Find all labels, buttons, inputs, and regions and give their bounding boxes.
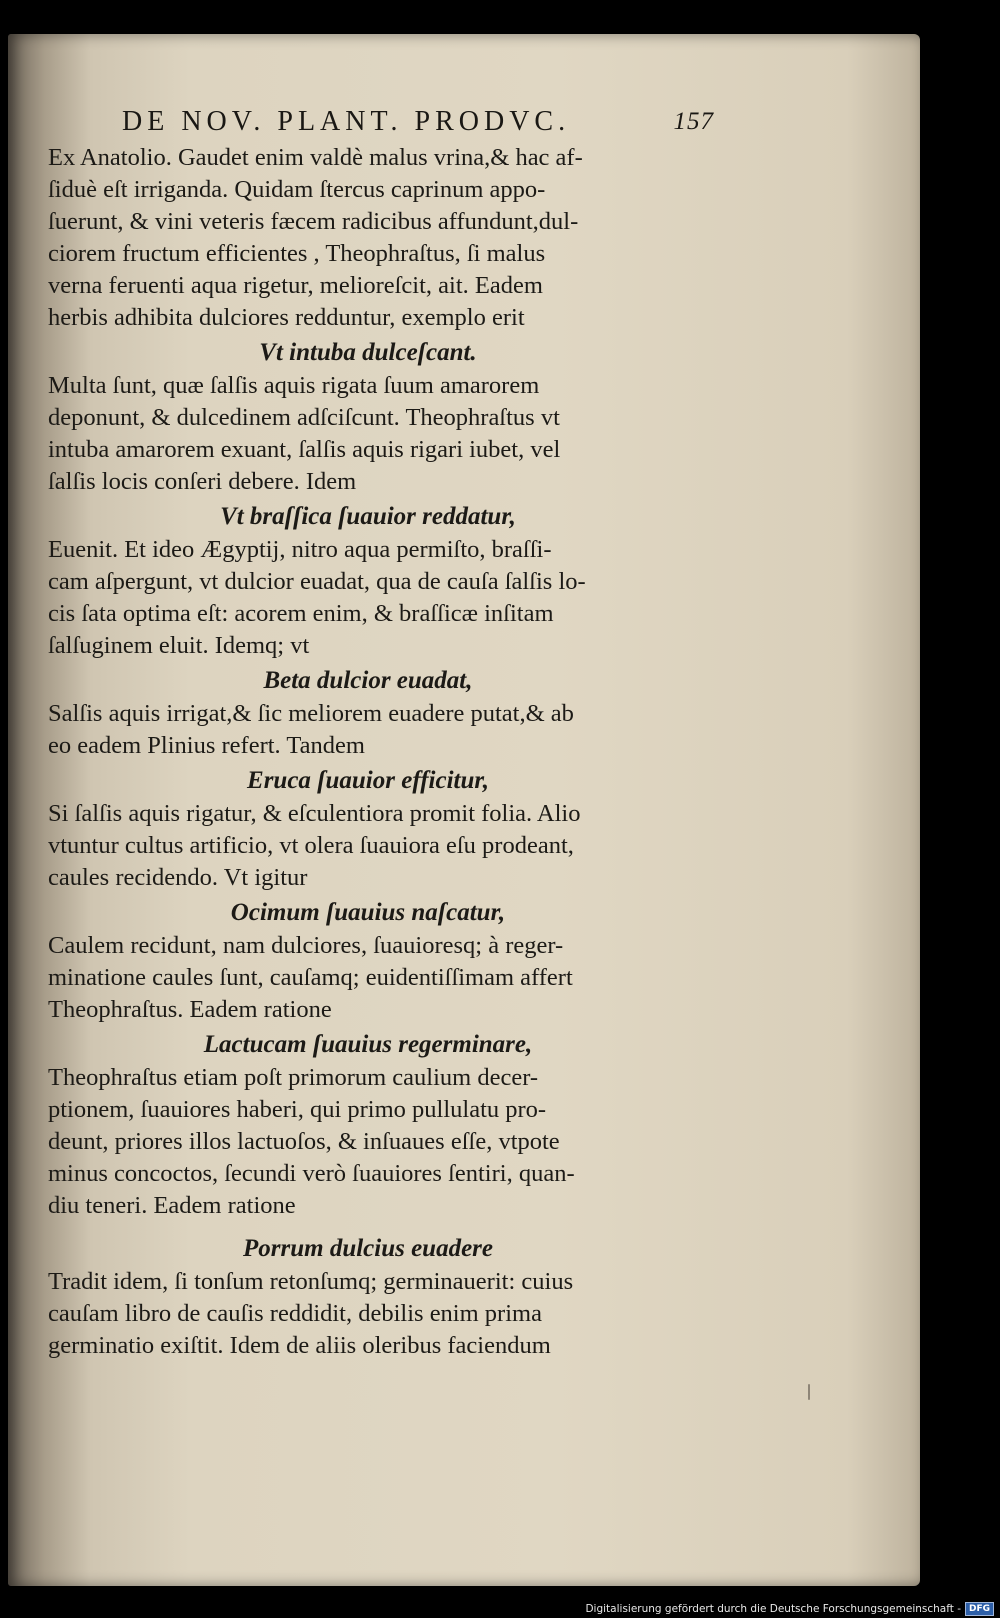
credit-text: Digitalisierung gefördert durch die Deutsche Forschungsgemeinschaft - bbox=[585, 1603, 961, 1615]
text-line: ſalſis locis conſeri debere. Idem bbox=[48, 468, 357, 495]
section-heading: Porrum dulcius euadere bbox=[242, 1235, 494, 1262]
text-line: ciorem fructum efficientes , Theophraſtus, ſi malus bbox=[48, 240, 546, 267]
text-line: Tradit idem, ſi tonſum retonſumq; germinauerit: cuius bbox=[48, 1268, 574, 1295]
text-line: Multa ſunt, quæ ſalſis aquis rigata ſuum amarorem bbox=[48, 372, 540, 399]
text-line: herbis adhibita dulciores redduntur, exemplo erit bbox=[48, 304, 525, 331]
text-line: intuba amarorem exuant, ſalſis aquis rigari iubet, vel bbox=[48, 436, 561, 463]
paragraph bbox=[48, 1266, 688, 1362]
text-line: cis ſata optima eſt: acorem enim, & braſſicæ inſitam bbox=[48, 600, 554, 627]
section-heading: Eruca ſuauior efficitur, bbox=[247, 767, 489, 794]
paragraph bbox=[48, 798, 688, 894]
text-line: Salſis aquis irrigat,& ſic meliorem euadere putat,& ab bbox=[48, 700, 574, 727]
section-heading: Lactucam ſuauius regerminare, bbox=[203, 1031, 533, 1058]
running-head bbox=[48, 102, 714, 142]
section-heading: Vt intuba dulceſcant. bbox=[259, 339, 477, 366]
digitization-credit bbox=[585, 1602, 994, 1616]
text-line: ſiduè eſt irriganda. Quidam ſtercus caprinum appo- bbox=[48, 176, 546, 203]
paragraph bbox=[48, 1062, 688, 1222]
text-line: Theophraſtus etiam poſt primorum caulium decer- bbox=[48, 1064, 539, 1091]
text-line: vtuntur cultus artificio, vt olera ſuauiora eſu prodeant, bbox=[48, 832, 574, 859]
paragraph bbox=[48, 698, 688, 762]
text-line: Si ſalſis aquis rigatur, & eſculentiora promit folia. Alio bbox=[48, 800, 581, 827]
page-number: 157 bbox=[673, 108, 714, 135]
text-line: cam aſpergunt, vt dulcior euadat, qua de cauſa ſalſis lo- bbox=[48, 568, 586, 595]
text-line: verna feruenti aqua rigetur, melioreſcit, ait. Eadem bbox=[48, 272, 543, 299]
text-line: deunt, priores illos lactuoſos, & inſuaues eſſe, vtpote bbox=[48, 1128, 560, 1155]
running-head-title: DE NOV. PLANT. PRODVC. bbox=[122, 106, 571, 137]
text-line: Euenit. Et ideo Ægyptij, nitro aqua permiſto, braſſi- bbox=[48, 536, 552, 563]
page-content bbox=[48, 102, 714, 1362]
text-line: germinatio exiſtit. Idem de aliis oleribus faciendum bbox=[48, 1332, 551, 1359]
text-line: deponunt, & dulcedinem adſciſcunt. Theophraſtus vt bbox=[48, 404, 560, 431]
paragraph bbox=[48, 370, 688, 498]
paper-mark bbox=[808, 1384, 810, 1400]
book-page bbox=[8, 34, 920, 1586]
paragraph bbox=[48, 534, 688, 662]
text-line: diu teneri. Eadem ratione bbox=[48, 1192, 296, 1219]
text-line: cauſam libro de cauſis reddidit, debilis enim prima bbox=[48, 1300, 542, 1327]
text-line: caules recidendo. Vt igitur bbox=[48, 864, 308, 891]
section-heading: Ocimum ſuauius naſcatur, bbox=[230, 899, 506, 926]
text-line: ptionem, ſuauiores haberi, qui primo pullulatu pro- bbox=[48, 1096, 547, 1123]
text-line: Theophraſtus. Eadem ratione bbox=[48, 996, 332, 1023]
text-line: eo eadem Plinius refert. Tandem bbox=[48, 732, 365, 759]
text-line: ſuerunt, & vini veteris fæcem radicibus affundunt,dul- bbox=[48, 208, 579, 235]
text-line: Caulem recidunt, nam dulciores, ſuauioresq; à reger- bbox=[48, 932, 564, 959]
section-heading: Vt braſſica ſuauior reddatur, bbox=[220, 503, 516, 530]
paragraph bbox=[48, 142, 688, 334]
text-line: minus concoctos, ſecundi verò ſuauiores ſentiri, quan- bbox=[48, 1160, 575, 1187]
text-line: minatione caules ſunt, cauſamq; euidentiſſimam affert bbox=[48, 964, 573, 991]
body-text bbox=[48, 142, 688, 1362]
text-line: ſalſuginem eluit. Idemq; vt bbox=[48, 632, 310, 659]
text-line: Ex Anatolio. Gaudet enim valdè malus vrina,& hac af- bbox=[48, 144, 583, 171]
paragraph bbox=[48, 930, 688, 1026]
section-heading: Beta dulcior euadat, bbox=[263, 667, 473, 694]
dfg-logo-icon: DFG bbox=[965, 1602, 994, 1616]
